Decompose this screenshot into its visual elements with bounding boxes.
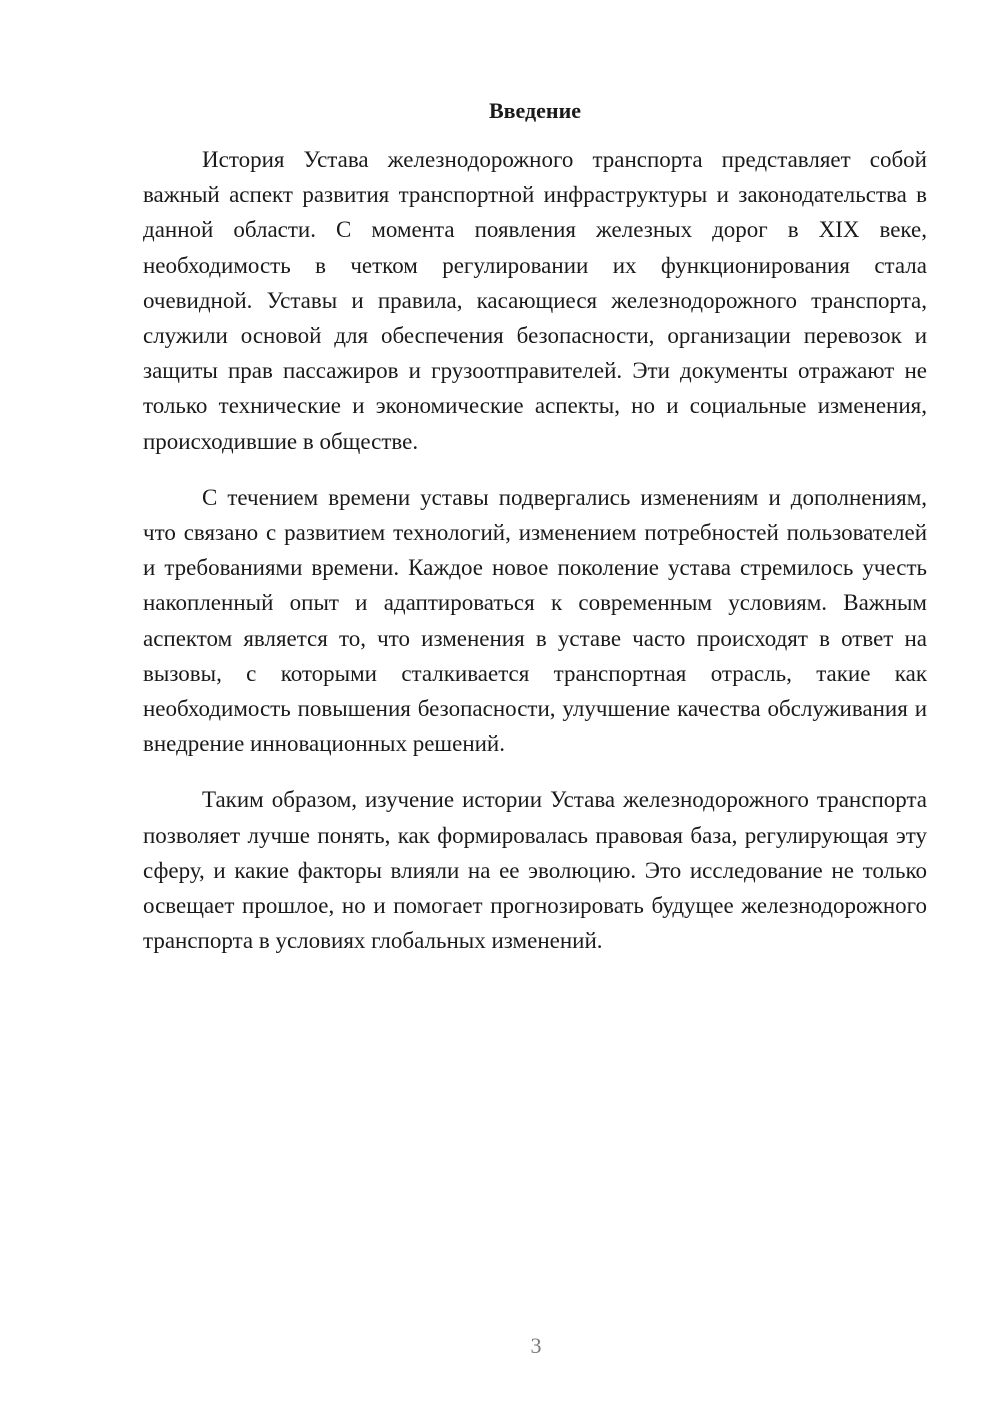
paragraph-1: История Устава железнодорожного транспорта представляет собой важный аспект развития транспортной инфраструктуры и законодательства в данной области. С момента появления железных дорог в XIX веке, необходимость в четком регулировании их функционирования стала очевидной. Уставы и правила, касающиеся железнодорожного транспорта, служили основой для обеспечения безопасности, организации перевозок и защиты прав пассажиров и грузоотправителей. Эти документы отражают не только технические и экономические аспекты, но и социальные изменения, происходившие в обществе. [143,147,927,454]
paragraph-2: С течением времени уставы подвергались изменениям и дополнениям, что связано с развитием технологий, изменением потребностей пользователей и требованиями времени. Каждое новое поколение устава стремилось учесть накопленный опыт и адаптироваться к современным условиям. Важным аспектом является то, что изменения в уставе часто происходят в ответ на вызовы, с которыми сталкивается транспортная отрасль, такие как необходимость повышения безопасности, улучшение качества обслуживания и внедрение инновационных решений. [143,484,927,757]
page-title: Введение [488,98,582,123]
page-number: 3 [530,1333,542,1358]
paragraph-3: Таким образом, изучение истории Устава железнодорожного транспорта позволяет лучше понять, как формировалась правовая база, регулирующая эту сферу, и какие факторы влияли на ее эволюцию. Это исследование не только освещает прошлое, но и помогает прогнозировать будущее железнодорожного транспорта в условиях глобальных изменений. [143,787,927,954]
body-text [143,142,927,979]
